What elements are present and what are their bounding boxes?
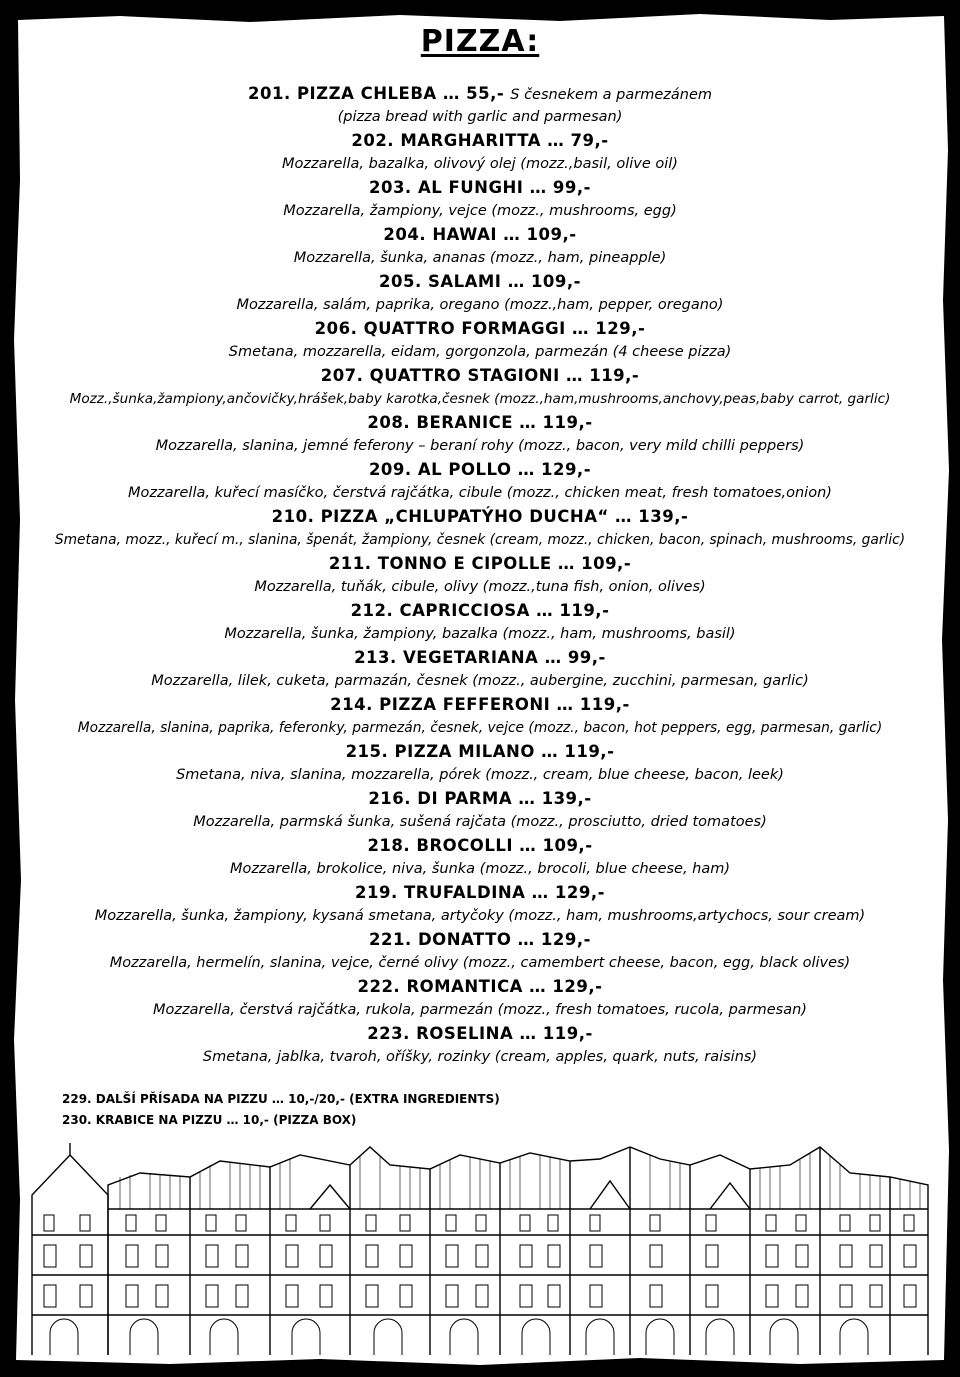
pizza-box-line: 230. KRABICE NA PIZZU … 10,- (PIZZA BOX) — [62, 1113, 357, 1127]
item-description: (pizza bread with garlic and parmesan) — [337, 109, 623, 125]
menu-item — [40, 881, 920, 928]
menu-item — [40, 129, 920, 176]
menu-item — [40, 599, 920, 646]
item-description: Mozz.,šunka,žampiony,ančovičky,hrášek,baby karotka,česnek (mozz.,ham,mushrooms,anchovy,peas,baby carrot, garlic) — [69, 391, 891, 407]
item-heading: 202. MARGHARITTA … 79,- — [351, 131, 609, 150]
extra-ingredients-line: 229. DALŠÍ PŘÍSADA NA PIZZU … 10,-/20,- (EXTRA INGREDIENTS) — [62, 1092, 500, 1106]
item-heading: 208. BERANICE … 119,- — [367, 413, 593, 432]
page-title: PIZZA: — [420, 24, 540, 59]
item-description: Mozzarella, hermelín, slanina, vejce, černé olivy (mozz., camembert cheese, bacon, egg, black olives) — [109, 955, 851, 971]
menu-item — [40, 176, 920, 223]
item-description: Mozzarella, šunka, žampiony, kysaná smetana, artyčoky (mozz., ham, mushrooms,artychocs, sour cream) — [94, 908, 866, 924]
item-heading: 215. PIZZA MILANO … 119,- — [345, 742, 615, 761]
menu-item — [40, 740, 920, 787]
menu-list — [40, 82, 920, 1069]
menu-item — [40, 552, 920, 599]
menu-item — [40, 458, 920, 505]
item-description: Mozzarella, žampiony, vejce (mozz., mushrooms, egg) — [283, 203, 677, 219]
item-heading: 212. CAPRICCIOSA … 119,- — [350, 601, 610, 620]
item-heading: 222. ROMANTICA … 129,- — [357, 977, 603, 996]
menu-item — [40, 1022, 920, 1069]
menu-item — [40, 646, 920, 693]
item-heading: 207. QUATTRO STAGIONI … 119,- — [320, 366, 640, 385]
item-inline-description: S česnekem a parmezánem — [510, 87, 712, 103]
item-heading: 206. QUATTRO FORMAGGI … 129,- — [314, 319, 646, 338]
item-description: Mozzarella, slanina, jemné feferony – beraní rohy (mozz., bacon, very mild chilli peppers) — [155, 438, 805, 454]
item-description: Mozzarella, slanina, paprika, feferonky, parmezán, česnek, vejce (mozz., bacon, hot peppers, egg, parmesan, garlic) — [77, 720, 883, 736]
item-heading: 204. HAWAI … 109,- — [383, 225, 577, 244]
menu-item — [40, 693, 920, 740]
item-heading: 213. VEGETARIANA … 99,- — [354, 648, 606, 667]
item-description: Mozzarella, kuřecí masíčko, čerstvá rajčátka, cibule (mozz., chicken meat, fresh tomatoes,onion) — [128, 485, 832, 501]
item-heading: 205. SALAMI … 109,- — [379, 272, 581, 291]
item-description: Smetana, mozzarella, eidam, gorgonzola, parmezán (4 cheese pizza) — [228, 344, 732, 360]
item-description: Mozzarella, bazalka, olivový olej (mozz.,basil, olive oil) — [282, 156, 678, 172]
menu-item — [40, 787, 920, 834]
item-description: Mozzarella, čerstvá rajčátka, rukola, parmezán (mozz., fresh tomatoes, rucola, parmesan) — [153, 1002, 807, 1018]
menu-item — [40, 411, 920, 458]
menu-item — [40, 364, 920, 411]
item-heading: 211. TONNO E CIPOLLE … 109,- — [328, 554, 632, 573]
item-description: Mozzarella, brokolice, niva, šunka (mozz., brocoli, blue cheese, ham) — [229, 861, 731, 877]
item-heading: 214. PIZZA FEFFERONI … 119,- — [330, 695, 630, 714]
item-heading: 203. AL FUNGHI … 99,- — [368, 178, 592, 197]
menu-item — [40, 223, 920, 270]
menu-item — [40, 82, 920, 129]
item-heading: 223. ROSELINA … 119,- — [367, 1024, 593, 1043]
menu-item — [40, 317, 920, 364]
item-description: Mozzarella, lilek, cuketa, parmazán, česnek (mozz., aubergine, zucchini, parmesan, garlic) — [151, 673, 809, 689]
menu-item — [40, 270, 920, 317]
item-description: Mozzarella, salám, paprika, oregano (mozz.,ham, pepper, oregano) — [236, 297, 724, 313]
item-heading: 216. DI PARMA … 139,- — [368, 789, 592, 808]
item-description: Mozzarella, tuňák, cibule, olivy (mozz.,tuna fish, onion, olives) — [254, 579, 706, 595]
item-description: Smetana, mozz., kuřecí m., slanina, špenát, žampiony, česnek (cream, mozz., chicken, bacon, spinach, mushrooms, garlic) — [54, 532, 906, 548]
menu-item — [40, 928, 920, 975]
townhouses-illustration — [30, 1125, 930, 1355]
menu-item — [40, 975, 920, 1022]
item-heading: 219. TRUFALDINA … 129,- — [355, 883, 605, 902]
item-heading: 218. BROCOLLI … 109,- — [367, 836, 593, 855]
item-description: Mozzarella, parmská šunka, sušená rajčata (mozz., prosciutto, dried tomatoes) — [193, 814, 767, 830]
item-heading: 210. PIZZA „CHLUPATÝHO DUCHA“ … 139,- — [271, 507, 689, 526]
item-description: Mozzarella, šunka, ananas (mozz., ham, pineapple) — [293, 250, 667, 266]
item-description: Mozzarella, šunka, žampiony, bazalka (mozz., ham, mushrooms, basil) — [224, 626, 736, 642]
item-description: Smetana, jablka, tvaroh, oříšky, rozinky (cream, apples, quark, nuts, raisins) — [202, 1049, 758, 1065]
item-description: Smetana, niva, slanina, mozzarella, pórek (mozz., cream, blue cheese, bacon, leek) — [176, 767, 784, 783]
menu-item — [40, 834, 920, 881]
item-heading: 201. PIZZA CHLEBA … 55,- S česnekem a parmezánem — [248, 84, 712, 103]
item-heading: 221. DONATTO … 129,- — [369, 930, 591, 949]
menu-item — [40, 505, 920, 552]
item-heading: 209. AL POLLO … 129,- — [368, 460, 592, 479]
